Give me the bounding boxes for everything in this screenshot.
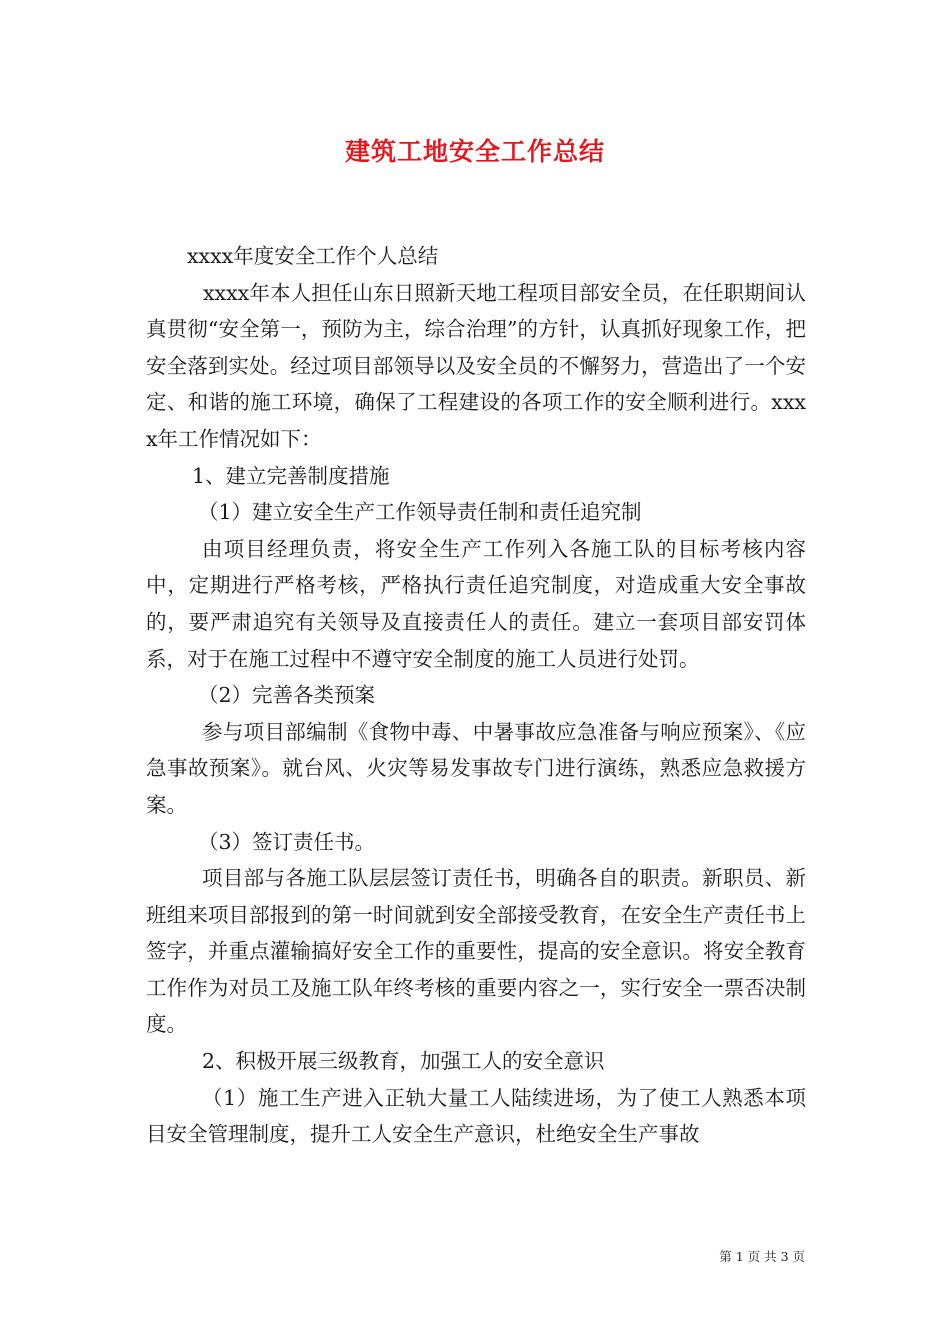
- section-heading: 2、积极开展三级教育，加强工人的安全意识: [202, 1049, 605, 1074]
- paragraph: 项目部与各施工队层层签订责任书，明确各自的职责。新职员、新班组来项目部报到的第一时间就到安全部接受教育，在安全生产责任书上签字，并重点灌输搞好安全工作的重要性，提高的安全意识。将安全教育工作作为对员工及施工队年终考核的重要内容之一，实行安全一票否决制度。: [146, 866, 806, 1037]
- paragraph: 由项目经理负责，将安全生产工作列入各施工队的目标考核内容中，定期进行严格考核，严格执行责任追究制度，对造成重大安全事故的，要严肃追究有关领导及直接责任人的责任。建立一套项目部安罚体系，对于在施工过程中不遵守安全制度的施工人员进行处罚。: [146, 536, 806, 671]
- paragraph-heading: xxxx年度安全工作个人总结: [187, 244, 439, 268]
- subsection-heading: （2）完善各类预案: [198, 683, 376, 708]
- subsection-heading: （1）建立安全生产工作领导责任制和责任追究制: [198, 500, 642, 525]
- paragraph: 参与项目部编制《食物中毒、中暑事故应急准备与响应预案》、《应急事故预案》。就台风、火灾等易发事故专门进行演练，熟悉应急救援方案。: [146, 719, 806, 817]
- document-title: 建筑工地安全工作总结: [344, 137, 605, 166]
- section-heading: 1、建立完善制度措施: [192, 463, 390, 488]
- document-body: [146, 238, 806, 1153]
- paragraph: xxxx年本人担任山东日照新天地工程项目部安全员，在任职期间认真贯彻“安全第一，预防为主，综合治理”的方针，认真抓好现象工作，把安全落到实处。经过项目部领导以及安全员的不懈努力，营造出了一个安定、和谐的施工环境，确保了工程建设的各项工作的安全顺利进行。xxxx年工作情况如下：: [146, 280, 806, 451]
- paragraph: （1）施工生产进入正轨大量工人陆续进场，为了使工人熟悉本项目安全管理制度，提升工人安全生产意识，杜绝安全生产事故: [146, 1085, 806, 1147]
- subsection-heading: （3）签订责任书。: [198, 829, 376, 854]
- page-number: 第 1 页 共 3 页: [719, 1249, 805, 1264]
